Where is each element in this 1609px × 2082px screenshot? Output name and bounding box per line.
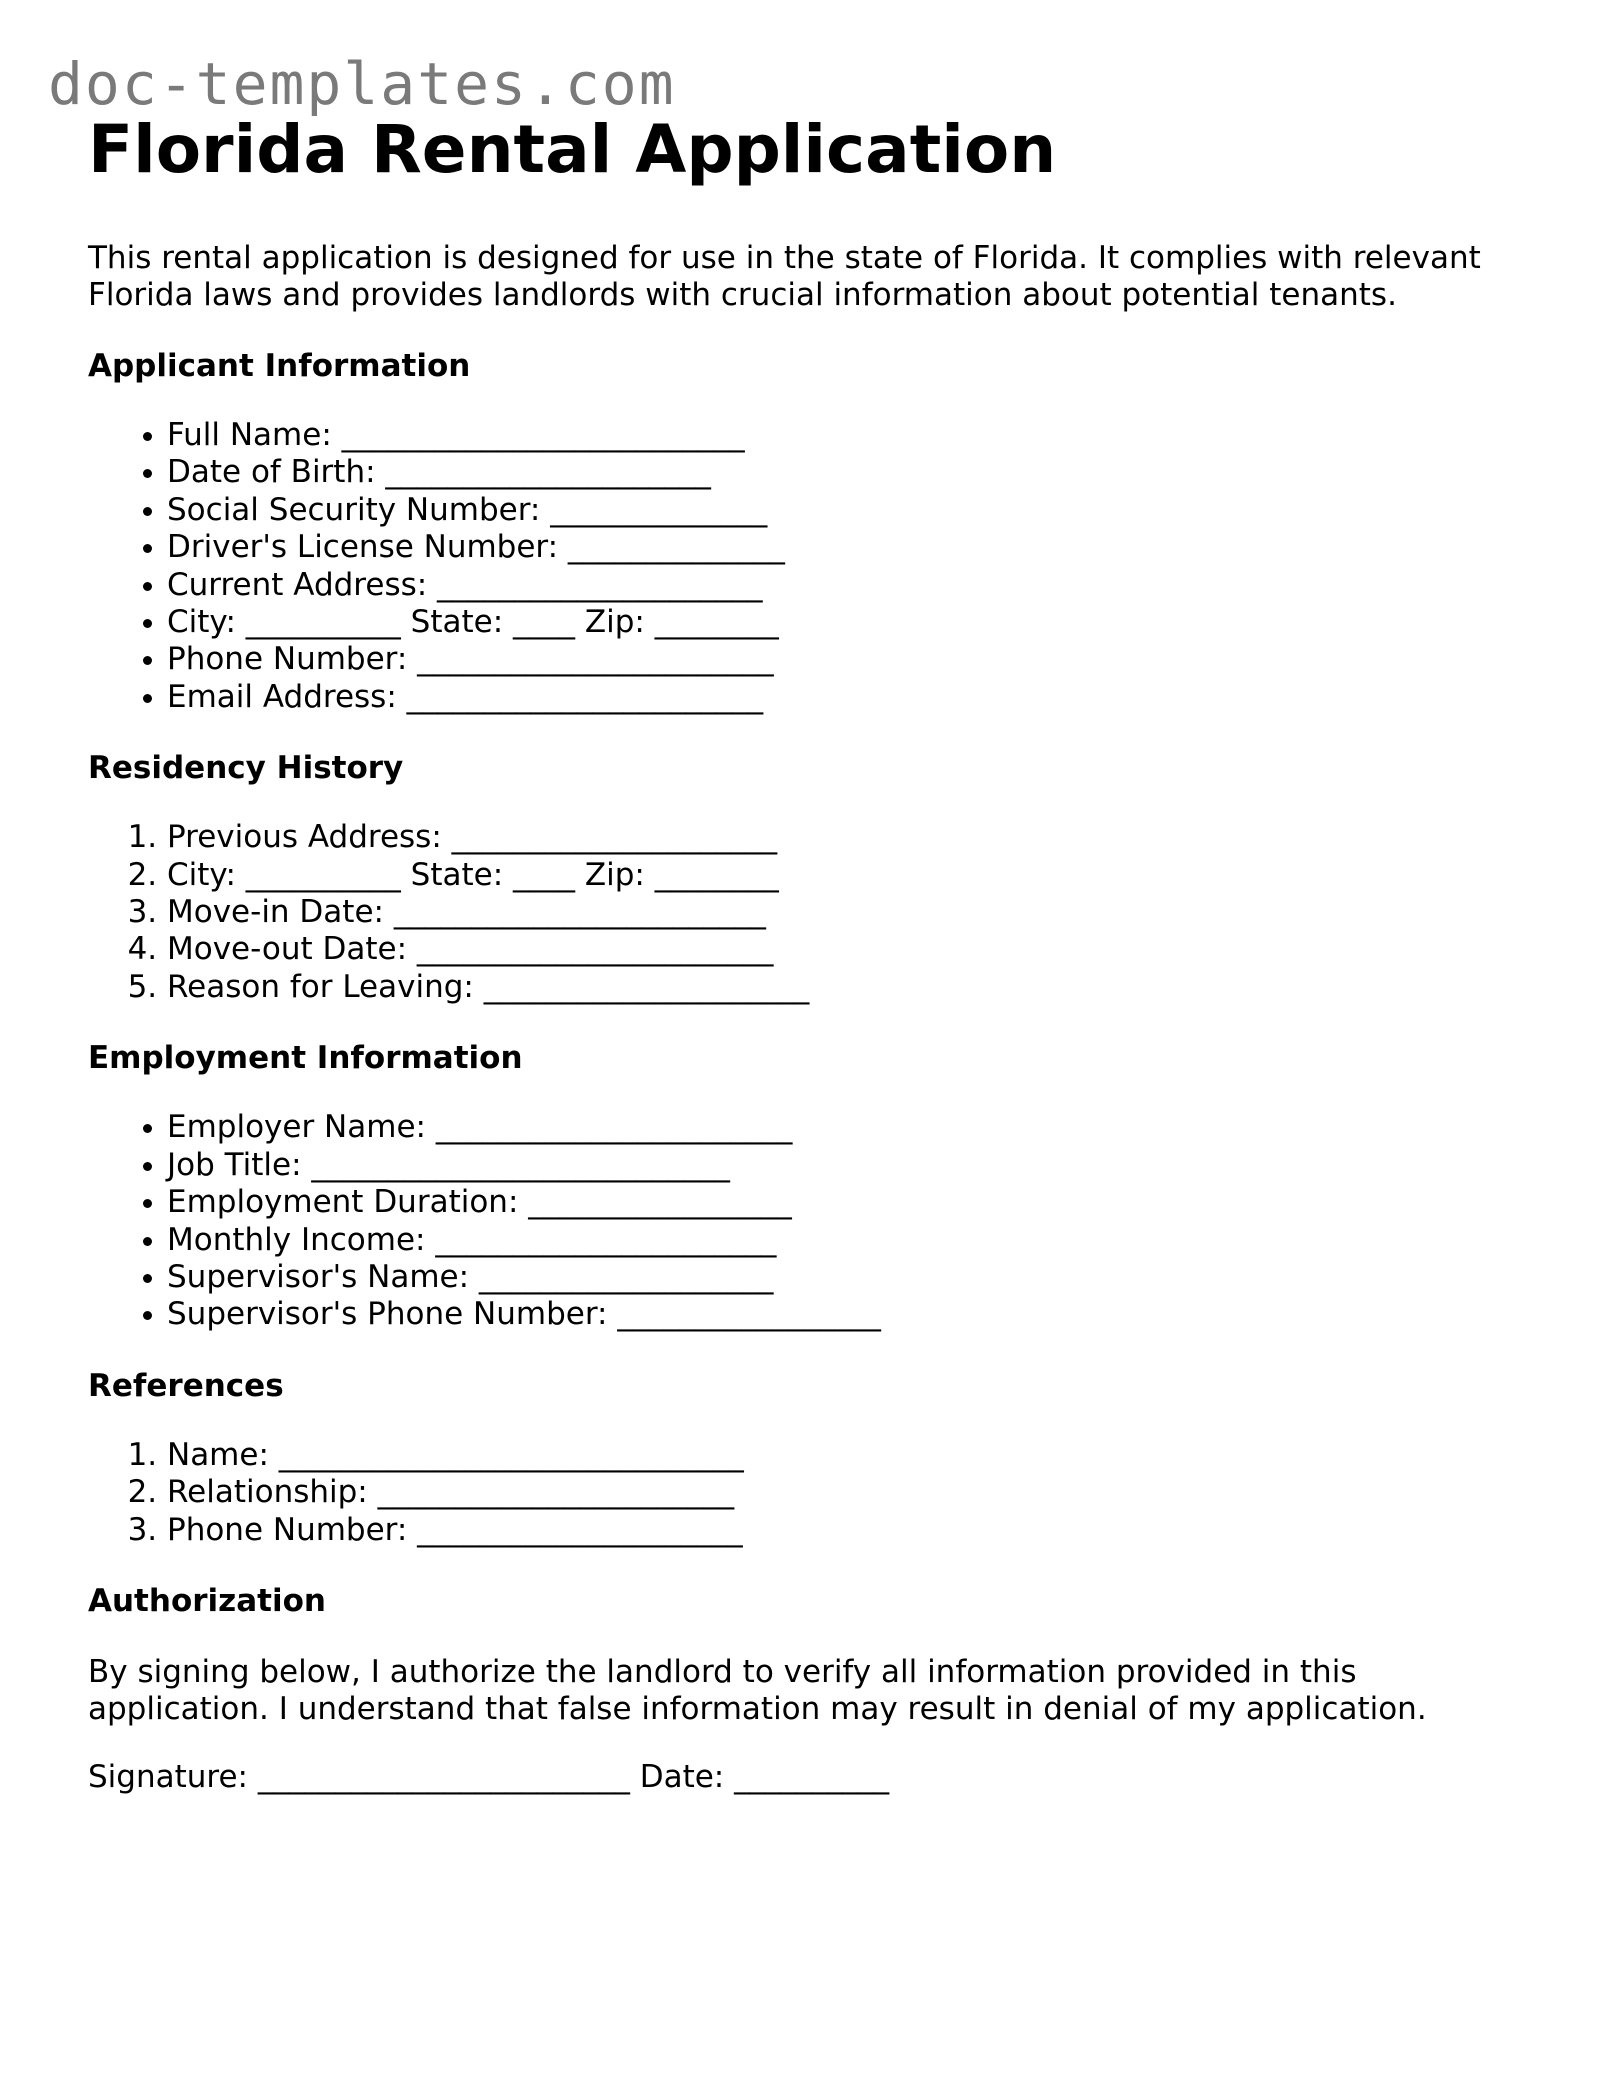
authorization-text: By signing below, I authorize the landlord to verify all information provided in this application. I understand that false information may result in denial of my application. xyxy=(88,1653,1427,1727)
employment-supervisor-name: • Supervisor's Name: ___________________ xyxy=(167,1259,1538,1296)
employment-supervisor-phone: • Supervisor's Phone Number: _________________ xyxy=(167,1296,1538,1333)
applicant-drivers-license: • Driver's License Number: ______________ xyxy=(167,529,1538,566)
employment-job-title: • Job Title: ___________________________ xyxy=(167,1147,1538,1184)
section-heading-applicant: Applicant Information xyxy=(88,348,471,384)
section-heading-authorization: Authorization xyxy=(88,1582,326,1619)
watermark: doc-templates.com xyxy=(48,50,676,118)
applicant-date-of-birth: • Date of Birth: _____________________ xyxy=(167,454,1538,491)
section-heading-residency: Residency History xyxy=(88,750,404,787)
residency-previous-address: 1. Previous Address: _____________________ xyxy=(167,819,1538,856)
applicant-city-state-zip: • City: __________ State: ____ Zip: ________ xyxy=(167,604,1538,641)
residency-move-out: 4. Move-out Date: _______________________ xyxy=(167,931,1538,968)
residency-reason: 5. Reason for Leaving: _____________________ xyxy=(167,969,1538,1006)
reference-name: 1. Name: ______________________________ xyxy=(167,1437,1538,1474)
reference-relationship: 2. Relationship: _______________________ xyxy=(167,1474,1538,1511)
applicant-full-name: • Full Name: __________________________ xyxy=(167,417,1538,454)
document-page xyxy=(88,108,1538,1796)
applicant-email: • Email Address: _______________________ xyxy=(167,679,1538,716)
applicant-list xyxy=(88,417,1538,716)
employment-list xyxy=(88,1109,1538,1333)
applicant-ssn: • Social Security Number: ______________ xyxy=(167,492,1538,529)
applicant-phone: • Phone Number: _______________________ xyxy=(167,641,1538,678)
employment-duration: • Employment Duration: _________________ xyxy=(167,1184,1538,1221)
section-heading-references: References xyxy=(88,1367,284,1404)
page-title: Florida Rental Application xyxy=(88,111,1057,188)
reference-phone: 3. Phone Number: _____________________ xyxy=(167,1512,1538,1549)
employment-employer: • Employer Name: _______________________ xyxy=(167,1109,1538,1146)
residency-list xyxy=(88,819,1538,1006)
applicant-current-address: • Current Address: _____________________ xyxy=(167,567,1538,604)
residency-move-in: 3. Move-in Date: ________________________ xyxy=(167,894,1538,931)
employment-income: • Monthly Income: ______________________ xyxy=(167,1222,1538,1259)
section-heading-employment: Employment Information xyxy=(88,1040,523,1077)
intro-paragraph: This rental application is designed for use in the state of Florida. It complies with relevant Florida laws and provides landlords with crucial information about potential tenants. xyxy=(88,240,1481,313)
residency-city-state-zip: 2. City: __________ State: ____ Zip: ________ xyxy=(167,857,1538,894)
signature-line: Signature: ________________________ Date: __________ xyxy=(88,1758,890,1795)
references-list xyxy=(88,1437,1538,1549)
